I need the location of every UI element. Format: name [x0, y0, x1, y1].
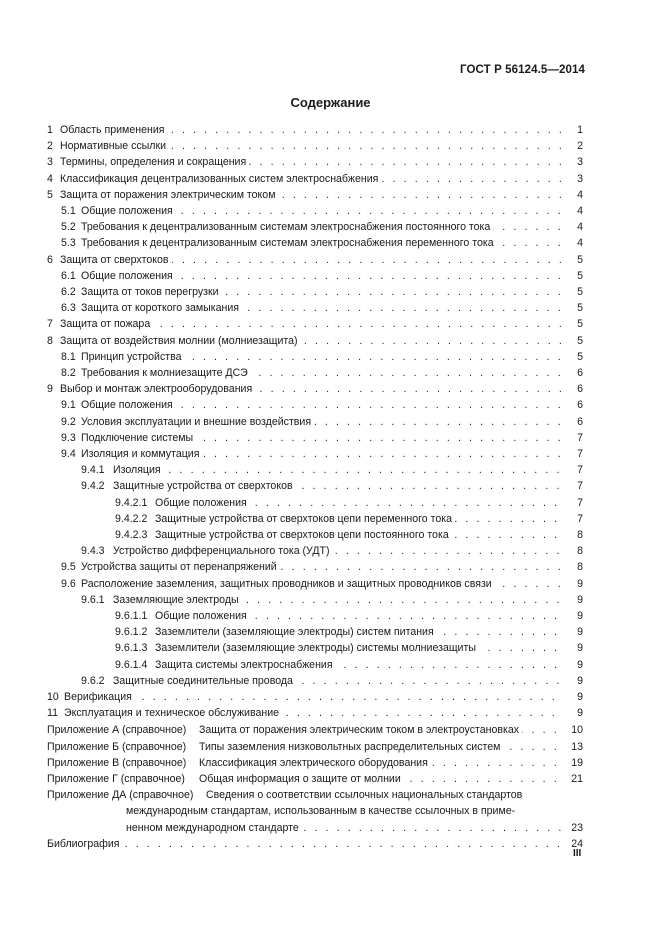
annex-title-leader [199, 755, 561, 771]
annex-title-leader [199, 722, 561, 738]
toc-entry[interactable] [0, 705, 661, 721]
entry-title-leader [47, 836, 561, 852]
entry-title: Защита от короткого замыкания [81, 302, 242, 314]
entry-page-number: 6 [561, 397, 583, 413]
entry-title: Общие положения [155, 497, 250, 509]
entry-page-number: 6 [561, 365, 583, 381]
entry-number: 6.1 [61, 269, 76, 282]
toc-entry[interactable] [0, 333, 661, 349]
entry-title: Общие положения [81, 399, 176, 411]
entry-title: Защитные устройства от сверхтоков цепи переменного тока [155, 513, 455, 525]
annex-label: Приложение В (справочное) [47, 756, 187, 769]
entry-page-number: 7 [561, 511, 583, 527]
toc-entry[interactable] [0, 284, 661, 300]
entry-page-number: 1 [561, 122, 583, 138]
entry-number: 9.1 [61, 399, 76, 412]
annex-title-leader [199, 739, 561, 755]
annex-title: Типы заземления низковольтных распределительных систем [199, 741, 503, 753]
entry-page-number: 8 [561, 527, 583, 543]
entry-title-leader [81, 576, 561, 592]
entry-page-number: 5 [561, 252, 583, 268]
entry-number: 9.6.1.4 [115, 658, 148, 671]
entry-title-leader [81, 235, 561, 251]
annex-title-leader [199, 771, 561, 787]
entry-title: Принцип устройства [81, 351, 185, 363]
entry-title-leader [155, 624, 561, 640]
entry-title: Устройства защиты от перенапряжений [81, 561, 280, 573]
annex-title-leader [126, 820, 561, 836]
entry-page-number: 9 [561, 657, 583, 673]
annex-label: Приложение Б (справочное) [47, 740, 187, 753]
toc-entry[interactable] [0, 219, 661, 235]
entry-title-leader [155, 527, 561, 543]
toc-annex-entry[interactable] [0, 739, 661, 755]
entry-page-number: 9 [561, 705, 583, 721]
entry-title-leader [155, 657, 561, 673]
entry-page-number: 5 [561, 268, 583, 284]
entry-title-leader [60, 122, 561, 138]
entry-number: 9.6.2 [81, 674, 105, 687]
entry-title: Область применения [60, 124, 167, 136]
toc-entry[interactable] [0, 154, 661, 170]
entry-title: Защита от пожара [60, 318, 153, 330]
entry-page-number: 5 [561, 333, 583, 349]
toc-entry[interactable] [0, 592, 661, 608]
entry-number: 9.6.1.3 [115, 642, 148, 655]
entry-page-number: 7 [561, 478, 583, 494]
entry-page-number: 4 [561, 187, 583, 203]
entry-page-number: 3 [561, 171, 583, 187]
entry-page-number: 4 [561, 235, 583, 251]
entry-title: Изоляция и коммутация [81, 448, 202, 460]
entry-title-leader [155, 495, 561, 511]
annex-page-number: 19 [561, 755, 583, 771]
entry-number: 9.6.1.2 [115, 626, 148, 639]
entry-title-leader [113, 673, 561, 689]
toc-entry[interactable] [0, 673, 661, 689]
entry-page-number: 5 [561, 284, 583, 300]
entry-page-number: 9 [561, 689, 583, 705]
entry-number: 9.6.1.1 [115, 610, 148, 622]
entry-number: 10 [47, 691, 59, 703]
entry-title-leader [60, 316, 561, 332]
annex-title-line: международным стандартам, использованным в качестве ссылочных в приме- [126, 805, 516, 818]
entry-title-leader [60, 154, 561, 170]
entry-title: Классификация децентрализованных систем электроснабжения [60, 173, 381, 185]
entry-title: Нормативные ссылки [60, 140, 169, 152]
entry-title: Расположение заземления, защитных проводников и защитных проводников связи [81, 578, 495, 590]
entry-title: Требования к децентрализованным системам электроснабжения переменного тока [81, 237, 497, 249]
entry-number: 6.2 [61, 286, 76, 298]
entry-title-leader [81, 268, 561, 284]
entry-title-leader [81, 559, 561, 575]
entry-number: 11 [47, 707, 58, 720]
entry-title-leader [81, 203, 561, 219]
entry-title-leader [81, 365, 561, 381]
toc-entry[interactable] [0, 657, 661, 673]
entry-page-number: 24 [561, 836, 583, 852]
toc-entry[interactable] [0, 300, 661, 316]
entry-title: Изоляция [113, 464, 164, 476]
entry-title: Заземлители (заземляющие электроды) системы молниезащиты [155, 642, 479, 654]
entry-title: Защита системы электроснабжения [155, 659, 336, 671]
toc-entry[interactable] [0, 559, 661, 575]
entry-page-number: 4 [561, 219, 583, 235]
entry-title: Выбор и монтаж электрооборудования [60, 383, 255, 395]
toc-entry[interactable] [0, 316, 661, 332]
toc-entry[interactable] [0, 624, 661, 640]
toc-annex-entry[interactable] [0, 771, 661, 787]
toc-annex-entry[interactable] [0, 722, 661, 738]
annex-title: Классификация электрического оборудования [199, 757, 431, 769]
toc-entry[interactable] [0, 495, 661, 511]
entry-number: 9.4.2.2 [115, 512, 148, 525]
entry-title-leader [60, 171, 561, 187]
toc-annex-da-entry[interactable] [0, 787, 661, 836]
entry-title-leader [81, 300, 561, 316]
toc-entry[interactable] [0, 446, 661, 462]
toc-entry[interactable] [0, 235, 661, 251]
entry-page-number: 3 [561, 154, 583, 170]
entry-title-leader [155, 640, 561, 656]
toc-entry[interactable] [0, 478, 661, 494]
entry-title: Библиография [47, 838, 122, 850]
entry-number: 5.2 [61, 221, 76, 234]
annex-page-number: 10 [561, 722, 583, 738]
entry-number: 9 [47, 383, 53, 396]
toc-entry[interactable] [0, 349, 661, 365]
entry-title: Защита от поражения электрическим током [60, 189, 279, 201]
annex-label: Приложение ДА (справочное) [47, 789, 194, 802]
entry-title: Защитные устройства от сверхтоков [113, 480, 296, 492]
entry-title-leader [60, 333, 561, 349]
entry-title: Заземляющие электроды [113, 594, 242, 606]
entry-title: Подключение системы [81, 432, 196, 444]
toc-bibliography-entry[interactable] [0, 836, 661, 852]
annex-title-line: ненном международном стандарте [126, 822, 302, 834]
entry-title-leader [113, 462, 561, 478]
toc-entry[interactable] [0, 527, 661, 543]
entry-page-number: 2 [561, 138, 583, 154]
entry-page-number: 5 [561, 349, 583, 365]
entry-title-leader [60, 138, 561, 154]
entry-page-number: 4 [561, 203, 583, 219]
toc-entry[interactable] [0, 252, 661, 268]
toc-entry[interactable] [0, 576, 661, 592]
entry-number: 5.3 [61, 237, 76, 250]
entry-number: 9.3 [61, 431, 76, 444]
entry-number: 6 [47, 253, 53, 266]
entry-page-number: 9 [561, 608, 583, 624]
annex-title: Защита от поражения электрическим током в электроустановках [199, 724, 522, 736]
entry-title: Требования к молниезащите ДСЭ [81, 367, 251, 379]
entry-title: Защита от воздействия молнии (молниезащита) [60, 335, 301, 347]
entry-number: 8.2 [61, 367, 76, 379]
toc-entry[interactable] [0, 171, 661, 187]
toc-entry[interactable] [0, 543, 661, 559]
entry-title-leader [81, 349, 561, 365]
entry-number: 9.4.2 [81, 480, 105, 493]
toc-entry[interactable] [0, 689, 661, 705]
entry-title-leader [155, 511, 561, 527]
entry-number: 6.3 [61, 302, 76, 315]
entry-title: Термины, определения и сокращения [60, 156, 249, 168]
entry-page-number: 9 [561, 673, 583, 689]
entry-page-number: 9 [561, 592, 583, 608]
entry-number: 9.4.2.3 [115, 529, 148, 541]
entry-page-number: 9 [561, 624, 583, 640]
entry-page-number: 7 [561, 495, 583, 511]
entry-title-leader [113, 543, 561, 559]
entry-number: 9.2 [61, 415, 76, 428]
entry-page-number: 6 [561, 414, 583, 430]
entry-title: Требования к децентрализованным системам электроснабжения постоянного тока [81, 221, 493, 233]
entry-number: 9.5 [61, 561, 76, 574]
entry-title-leader [64, 705, 561, 721]
entry-title: Условия эксплуатации и внешние воздействия [81, 416, 314, 428]
annex-title-line: Сведения о соответствии ссылочных национальных стандартов [206, 789, 523, 802]
entry-title-leader [155, 608, 561, 624]
annex-title: Общая информация о защите от молнии [199, 773, 404, 785]
entry-title: Защитные соединительные провода [113, 675, 296, 687]
toc-entry[interactable] [0, 187, 661, 203]
entry-title-leader [81, 284, 561, 300]
entry-page-number: 9 [561, 640, 583, 656]
toc-entry[interactable] [0, 430, 661, 446]
entry-number: 4 [47, 172, 53, 185]
entry-number: 9.4.1 [81, 464, 105, 477]
entry-title: Эксплуатация и техническое обслуживание [64, 707, 282, 719]
entry-page-number: 7 [561, 462, 583, 478]
toc-entry[interactable] [0, 462, 661, 478]
entry-page-number: 7 [561, 430, 583, 446]
entry-title-leader [64, 689, 561, 705]
entry-page-number: 7 [561, 446, 583, 462]
page-folio: III [573, 848, 582, 859]
toc-entry[interactable] [0, 414, 661, 430]
entry-number: 9.6.1 [81, 593, 105, 606]
toc-entry[interactable] [0, 365, 661, 381]
toc-entry[interactable] [0, 640, 661, 656]
entry-number: 8.1 [61, 350, 76, 363]
entry-number: 9.4 [61, 448, 76, 460]
entry-title-leader [81, 430, 561, 446]
entry-number: 5.1 [61, 205, 76, 217]
entry-title-leader [60, 252, 561, 268]
entry-title: Верификация [64, 691, 135, 703]
entry-number: 7 [47, 318, 53, 331]
annex-page-number: 23 [561, 820, 583, 836]
entry-number: 2 [47, 140, 53, 153]
entry-title-leader [81, 397, 561, 413]
entry-page-number: 9 [561, 576, 583, 592]
entry-number: 3 [47, 156, 53, 169]
entry-title: Защита от сверхтоков [60, 254, 172, 266]
entry-title-leader [60, 187, 561, 203]
entry-number: 5 [47, 188, 53, 201]
entry-title-leader [81, 219, 561, 235]
entry-title-leader [81, 446, 561, 462]
entry-page-number: 5 [561, 316, 583, 332]
annex-page-number: 21 [561, 771, 583, 787]
entry-title: Устройство дифференциального тока (УДТ) [113, 545, 333, 557]
entry-title: Общие положения [81, 205, 176, 217]
toc-entry[interactable] [0, 608, 661, 624]
entry-title-leader [60, 381, 561, 397]
entry-page-number: 6 [561, 381, 583, 397]
entry-number: 8 [47, 334, 53, 347]
page-title: Содержание [290, 95, 371, 110]
entry-title: Общие положения [81, 270, 176, 282]
entry-number: 9.4.3 [81, 545, 105, 558]
document-code: ГОСТ Р 56124.5—2014 [460, 64, 585, 76]
entry-page-number: 8 [561, 559, 583, 575]
annex-page-number: 13 [561, 739, 583, 755]
entry-number: 9.4.2.1 [115, 496, 148, 509]
entry-title: Защита от токов перегрузки [81, 286, 222, 298]
entry-title: Общие положения [155, 610, 250, 622]
toc-entry[interactable] [0, 397, 661, 413]
toc-entry[interactable] [0, 203, 661, 219]
entry-title-leader [113, 592, 561, 608]
entry-title: Заземлители (заземляющие электроды) систем питания [155, 626, 437, 638]
annex-last-line [0, 820, 661, 836]
entry-page-number: 8 [561, 543, 583, 559]
entry-page-number: 5 [561, 300, 583, 316]
entry-title-leader [113, 478, 561, 494]
toc-entry[interactable] [0, 138, 661, 154]
entry-number: 1 [47, 124, 53, 136]
toc-entry[interactable] [0, 268, 661, 284]
entry-title-leader [81, 414, 561, 430]
toc-annex-entry[interactable] [0, 755, 661, 771]
toc-entry[interactable] [0, 122, 661, 138]
annex-label: Приложение А (справочное) [47, 724, 187, 737]
toc-entry[interactable] [0, 381, 661, 397]
toc-entry[interactable] [0, 511, 661, 527]
annex-label: Приложение Г (справочное) [47, 773, 185, 785]
entry-title: Защитные устройства от сверхтоков цепи постоянного тока [155, 529, 452, 541]
entry-number: 9.6 [61, 577, 76, 590]
